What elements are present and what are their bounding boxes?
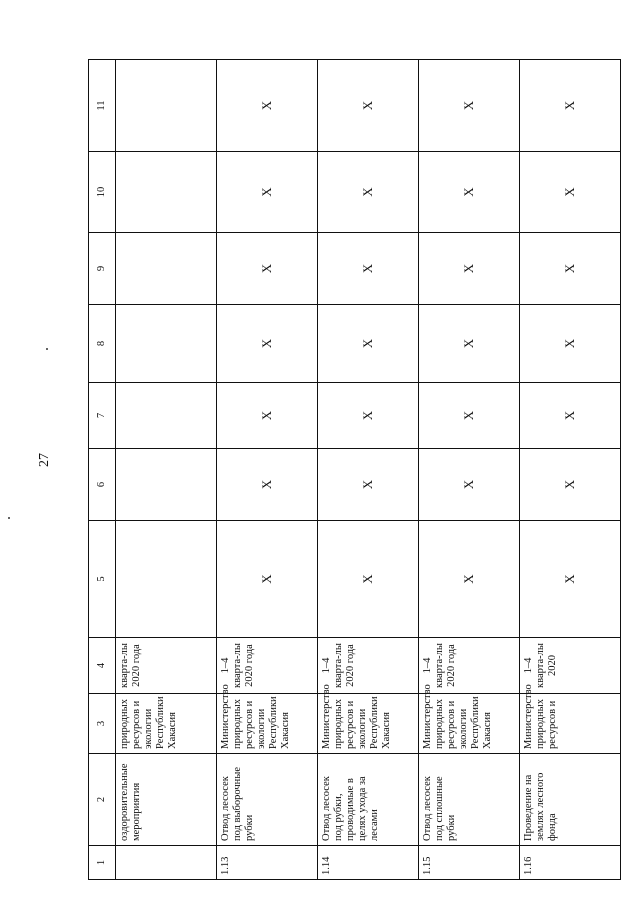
mark-cell: X [217,521,318,638]
mark-cell [116,383,217,449]
mark-cell: X [520,60,621,152]
column-header: 2 [89,754,116,846]
term: 1–4 кварта-лы 2020 года [318,638,419,694]
term: 1–4 кварта-лы 2020 года [217,638,318,694]
event-name: Отвод лесосек под выборочные рубки [217,754,318,846]
mark-cell: X [217,60,318,152]
column-header: 6 [89,449,116,521]
executor: Министерство природных ресурсов и экологии Республики Хакасия [419,694,520,754]
mark-cell [116,305,217,383]
mark-cell: X [419,521,520,638]
column-header: 5 [89,521,116,638]
mark-cell: X [318,233,419,305]
event-name: Проведение на землях лесного фонда [520,754,621,846]
table-row [116,60,217,880]
page-number: 27 [37,453,52,467]
mark-cell: X [419,449,520,521]
column-header: 1 [89,846,116,880]
mark-cell: X [318,305,419,383]
term: 1–4 кварта-лы 2020 года [419,638,520,694]
table-row [520,60,621,880]
mark-cell: X [217,305,318,383]
row-number: 1.16 [520,846,621,880]
row-number [116,846,217,880]
executor: природных ресурсов и экологии Республики Хакасия [116,694,217,754]
mark-cell: X [318,60,419,152]
mark-cell: X [520,383,621,449]
column-header: 4 [89,638,116,694]
mark-cell [116,60,217,152]
mark-cell [116,449,217,521]
mark-cell: X [217,233,318,305]
event-name: оздоровительные мероприятия [116,754,217,846]
table-row [217,60,318,880]
executor: Министерство природных ресурсов и экологии Республики Хакасия [217,694,318,754]
executor: Министерство природных ресурсов и [520,694,621,754]
mark-cell: X [419,305,520,383]
mark-cell: X [419,152,520,233]
mark-cell: X [419,60,520,152]
column-header: 7 [89,383,116,449]
table-row [419,60,520,880]
mark-cell [116,233,217,305]
column-header: 8 [89,305,116,383]
mark-cell: X [520,233,621,305]
event-name: Отвод лесосек под сплошные рубки [419,754,520,846]
mark-cell: X [318,449,419,521]
data-table [88,59,621,880]
mark-cell: X [318,383,419,449]
mark-cell: X [419,383,520,449]
mark-cell: X [419,233,520,305]
scan-speck [46,348,48,350]
mark-cell: X [217,383,318,449]
column-header: 11 [89,60,116,152]
mark-cell: X [520,521,621,638]
executor: Министерство природных ресурсов и экологии Республики Хакасия [318,694,419,754]
mark-cell: X [318,521,419,638]
row-number: 1.14 [318,846,419,880]
mark-cell [116,521,217,638]
mark-cell: X [217,152,318,233]
mark-cell: X [217,449,318,521]
mark-cell: X [520,449,621,521]
term: 1–4 кварта-лы 2020 [520,638,621,694]
scan-speck [8,517,10,519]
mark-cell: X [520,152,621,233]
column-header: 10 [89,152,116,233]
mark-cell: X [520,305,621,383]
mark-cell: X [318,152,419,233]
event-name: Отвод лесосек под рубки, проводимые в целях ухода за лесами [318,754,419,846]
mark-cell [116,152,217,233]
rotated-table-container [88,60,616,880]
column-header: 9 [89,233,116,305]
table-row [318,60,419,880]
column-header: 3 [89,694,116,754]
header-row [89,60,116,880]
term: кварта-лы 2020 года [116,638,217,694]
row-number: 1.15 [419,846,520,880]
row-number: 1.13 [217,846,318,880]
